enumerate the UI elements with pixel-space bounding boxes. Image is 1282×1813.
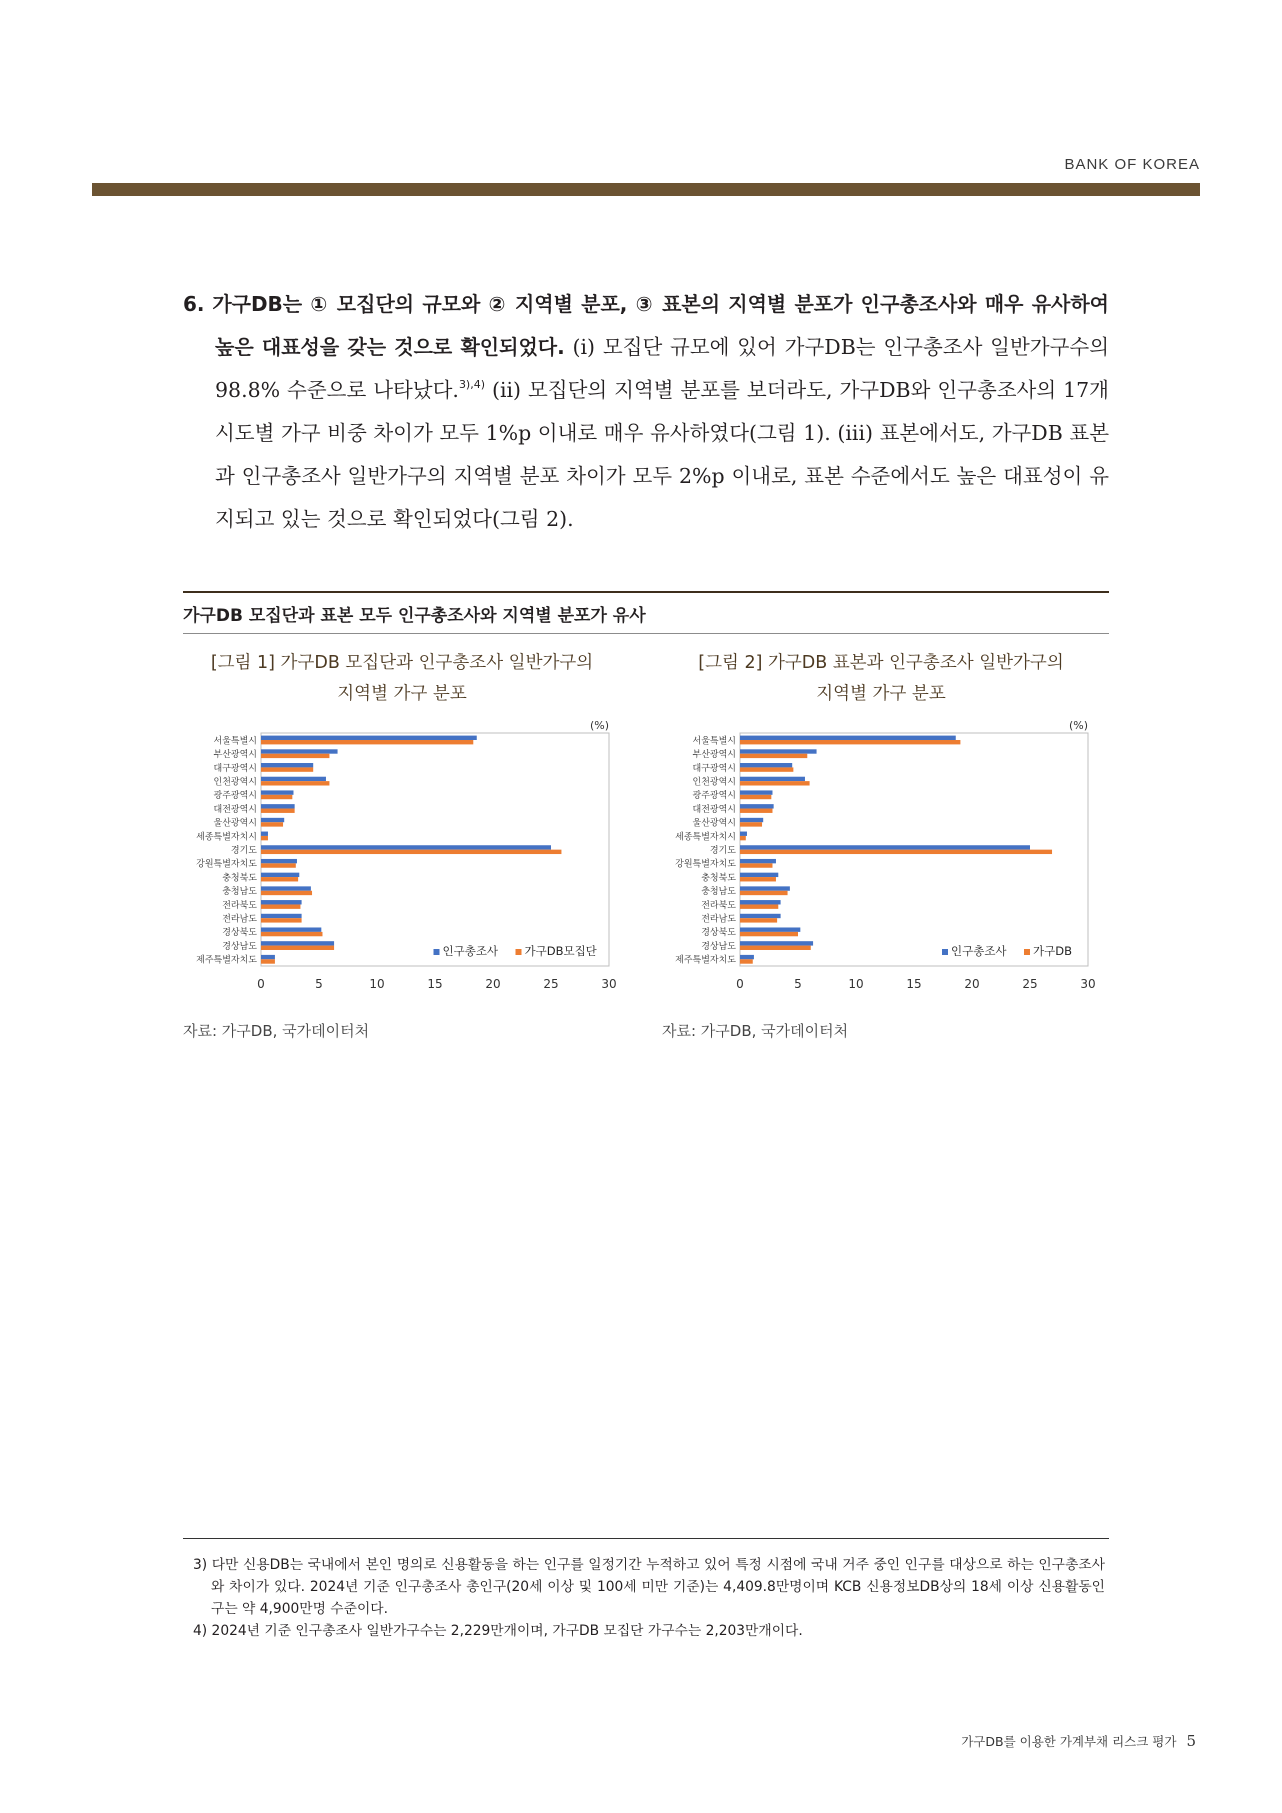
bar-census <box>740 873 778 877</box>
figure-1-title <box>178 648 626 710</box>
footnotes <box>193 1554 1105 1642</box>
category-label: 울산광역시 <box>213 818 257 829</box>
bar-householddb <box>261 795 292 799</box>
figure-2-title-line2: 지역별 가구 분포 <box>816 684 946 704</box>
bar-census <box>261 818 284 822</box>
bar-census <box>740 804 774 808</box>
section-6 <box>183 283 1109 541</box>
x-tick-label: 10 <box>848 977 864 991</box>
footer-title: 가구DB를 이용한 가계부채 리스크 평가 <box>961 1734 1177 1749</box>
legend-swatch <box>1024 949 1030 955</box>
category-label: 인천광역시 <box>213 777 257 788</box>
bold-lead: 가구DB는 ① 모집단의 규모와 ② 지역별 분포, ③ 표본의 지역별 분포가 인구총조사와 매우 유사하여 높은 대표성을 갖는 것으로 확인되었다. <box>212 292 1109 359</box>
bar-census <box>261 763 313 767</box>
bar-census <box>261 845 551 849</box>
category-label: 제주특별자치도 <box>196 955 257 966</box>
bar-householddb <box>261 754 329 758</box>
body-text-1: (i) 모집단 규모에 있어 가구DB는 인구총조사 일반가구수의 98.8% 수준으로 나타났다. <box>215 335 1109 402</box>
bar-householddb <box>740 740 960 744</box>
figure-1-chart <box>178 718 626 1008</box>
category-label: 전라남도 <box>222 914 257 925</box>
figure-2-source: 자료: 가구DB, 국가데이터처 <box>662 1022 849 1040</box>
x-tick-label: 20 <box>964 977 980 991</box>
bar-householddb <box>261 740 473 744</box>
section-paragraph <box>183 283 1109 541</box>
category-label: 인천광역시 <box>692 777 736 788</box>
category-label: 서울특별시 <box>692 736 736 747</box>
legend-label: 가구DB <box>1033 944 1072 958</box>
bar-householddb <box>740 795 771 799</box>
figure-block-heading: 가구DB 모집단과 표본 모두 인구총조사와 지역별 분포가 유사 <box>183 606 646 626</box>
bar-census <box>261 886 311 890</box>
category-label: 제주특별자치도 <box>675 955 736 966</box>
bar-census <box>740 941 813 945</box>
category-label: 전라북도 <box>222 900 257 911</box>
bar-householddb <box>740 809 772 813</box>
legend-swatch <box>516 949 522 955</box>
bar-householddb <box>261 863 296 867</box>
category-label: 세종특별자치시 <box>196 832 257 843</box>
bar-householddb <box>740 754 807 758</box>
figure-2-chart <box>657 718 1105 1008</box>
category-label: 부산광역시 <box>213 750 257 761</box>
header-rule <box>92 183 1200 196</box>
brand-label: BANK OF KOREA <box>1064 156 1200 173</box>
category-label: 경상북도 <box>701 928 736 939</box>
bar-householddb <box>261 918 302 922</box>
bar-householddb <box>740 932 798 936</box>
bar-householddb <box>261 959 275 963</box>
x-tick-label: 20 <box>485 977 501 991</box>
figure-2-title <box>657 648 1105 710</box>
x-tick-label: 0 <box>736 977 744 991</box>
category-label: 대구광역시 <box>213 763 257 774</box>
figure-2-title-line1: [그림 2] 가구DB 표본과 인구총조사 일반가구의 <box>698 653 1064 673</box>
category-label: 충청남도 <box>222 887 257 898</box>
bar-census <box>261 790 293 794</box>
page-footer <box>961 1732 1196 1750</box>
bar-householddb <box>261 946 334 950</box>
bar-census <box>740 777 805 781</box>
bar-householddb <box>740 836 746 840</box>
bar-census <box>261 927 321 931</box>
bar-census <box>261 941 334 945</box>
bar-householddb <box>261 850 561 854</box>
category-label: 광주광역시 <box>692 791 736 802</box>
bar-census <box>261 914 302 918</box>
bar-census <box>740 955 754 959</box>
x-tick-label: 0 <box>257 977 265 991</box>
category-label: 충청북도 <box>701 873 736 884</box>
bar-householddb <box>740 822 762 826</box>
section-number: 6. <box>183 292 205 316</box>
x-tick-label: 15 <box>906 977 922 991</box>
category-label: 강원특별자치도 <box>196 859 257 870</box>
page-number: 5 <box>1186 1732 1196 1750</box>
category-label: 경상남도 <box>701 941 736 952</box>
figure-1-title-line2: 지역별 가구 분포 <box>337 684 467 704</box>
unit-label: (%) <box>589 719 609 732</box>
x-tick-label: 25 <box>543 977 559 991</box>
bar-census <box>740 927 800 931</box>
unit-label: (%) <box>1068 719 1088 732</box>
bar-census <box>740 818 763 822</box>
bar-householddb <box>740 904 778 908</box>
bar-census <box>261 900 302 904</box>
category-label: 울산광역시 <box>692 818 736 829</box>
bar-census <box>740 736 956 740</box>
bar-householddb <box>740 781 810 785</box>
x-tick-label: 10 <box>369 977 385 991</box>
figure-1-source: 자료: 가구DB, 국가데이터처 <box>183 1022 370 1040</box>
footnote-3: 3) 다만 신용DB는 국내에서 본인 명의로 신용활동을 하는 인구를 일정기간 누적하고 있어 특정 시점에 국내 거주 중인 인구를 대상으로 하는 인구총조사와 차이가 있다. 2024년 기준 인구총조사 총인구(20세 이상 및 100세 미만 기준)는 4,409.8만명이며 KCB 신용정보DB상의 18세 이상 신용활동인구는 약 4,900만명 수준이다. <box>193 1557 1105 1617</box>
bar-census <box>261 873 299 877</box>
legend-label: 인구총조사 <box>951 944 1007 958</box>
bar-census <box>740 749 817 753</box>
figure-1-title-line1: [그림 1] 가구DB 모집단과 인구총조사 일반가구의 <box>210 653 594 673</box>
bar-census <box>740 886 790 890</box>
bar-census <box>740 790 772 794</box>
bar-census <box>261 804 295 808</box>
bar-census <box>261 832 268 836</box>
category-label: 광주광역시 <box>213 791 257 802</box>
category-label: 전라남도 <box>701 914 736 925</box>
category-label: 경기도 <box>230 846 257 856</box>
footnote-4: 4) 2024년 기준 인구총조사 일반가구수는 2,229만개이며, 가구DB 모집단 가구수는 2,203만개이다. <box>193 1623 803 1639</box>
bar-householddb <box>261 809 295 813</box>
category-label: 대구광역시 <box>692 763 736 774</box>
figure-block-top-rule <box>183 591 1109 593</box>
bar-householddb <box>261 781 329 785</box>
bar-householddb <box>740 877 776 881</box>
category-label: 대전광역시 <box>692 804 736 815</box>
bar-census <box>740 832 747 836</box>
category-label: 세종특별자치시 <box>675 832 736 843</box>
footnote-rule <box>183 1538 1109 1539</box>
category-label: 경상남도 <box>222 941 257 952</box>
bar-census <box>740 900 781 904</box>
bar-householddb <box>261 836 268 840</box>
bar-census <box>261 859 297 863</box>
bar-householddb <box>740 918 777 922</box>
category-label: 경상북도 <box>222 928 257 939</box>
bar-householddb <box>261 822 283 826</box>
footnote-ref[interactable]: 3),4) <box>458 378 486 391</box>
category-label: 대전광역시 <box>213 804 257 815</box>
bar-householddb <box>261 877 298 881</box>
bar-householddb <box>261 904 300 908</box>
bar-householddb <box>740 863 772 867</box>
bar-census <box>740 763 792 767</box>
legend-label: 인구총조사 <box>442 944 499 958</box>
x-tick-label: 25 <box>1022 977 1038 991</box>
category-label: 강원특별자치도 <box>675 859 736 870</box>
figure-block-sub-rule <box>183 633 1109 634</box>
bar-householddb <box>261 767 313 771</box>
legend-swatch <box>434 949 440 955</box>
category-label: 충청남도 <box>701 887 736 898</box>
bar-householddb <box>261 932 322 936</box>
legend-swatch <box>942 949 948 955</box>
bar-census <box>261 749 338 753</box>
bar-householddb <box>740 959 753 963</box>
category-label: 전라북도 <box>701 900 736 911</box>
bar-census <box>261 736 477 740</box>
bar-householddb <box>261 891 312 895</box>
x-tick-label: 5 <box>315 977 323 991</box>
x-tick-label: 15 <box>427 977 443 991</box>
figure-2 <box>657 648 1105 1048</box>
x-tick-label: 30 <box>601 977 617 991</box>
bar-census <box>740 859 776 863</box>
x-tick-label: 5 <box>794 977 802 991</box>
category-label: 충청북도 <box>222 873 257 884</box>
category-label: 부산광역시 <box>692 750 736 761</box>
bar-census <box>740 914 781 918</box>
bar-householddb <box>740 767 793 771</box>
x-tick-label: 30 <box>1080 977 1096 991</box>
bar-householddb <box>740 946 811 950</box>
bar-census <box>740 845 1030 849</box>
bar-householddb <box>740 850 1052 854</box>
category-label: 경기도 <box>709 846 736 856</box>
body-text-2: (ii) 모집단의 지역별 분포를 보더라도, 가구DB와 인구총조사의 17개 시도별 가구 비중 차이가 모두 1%p 이내로 매우 유사하였다(그림 1). (iii) 표본에서도, 가구DB 표본과 인구총조사 일반가구의 지역별 분포 차이가 모두 2%p 이내로, 표본 수준에서도 높은 대표성이 유지되고 있는 것으로 확인되었다(그림 2). <box>215 378 1109 531</box>
bar-census <box>261 955 275 959</box>
legend-label: 가구DB모집단 <box>524 944 597 958</box>
category-label: 서울특별시 <box>213 736 257 747</box>
figure-1 <box>178 648 626 1048</box>
bar-householddb <box>740 891 788 895</box>
bar-census <box>261 777 326 781</box>
